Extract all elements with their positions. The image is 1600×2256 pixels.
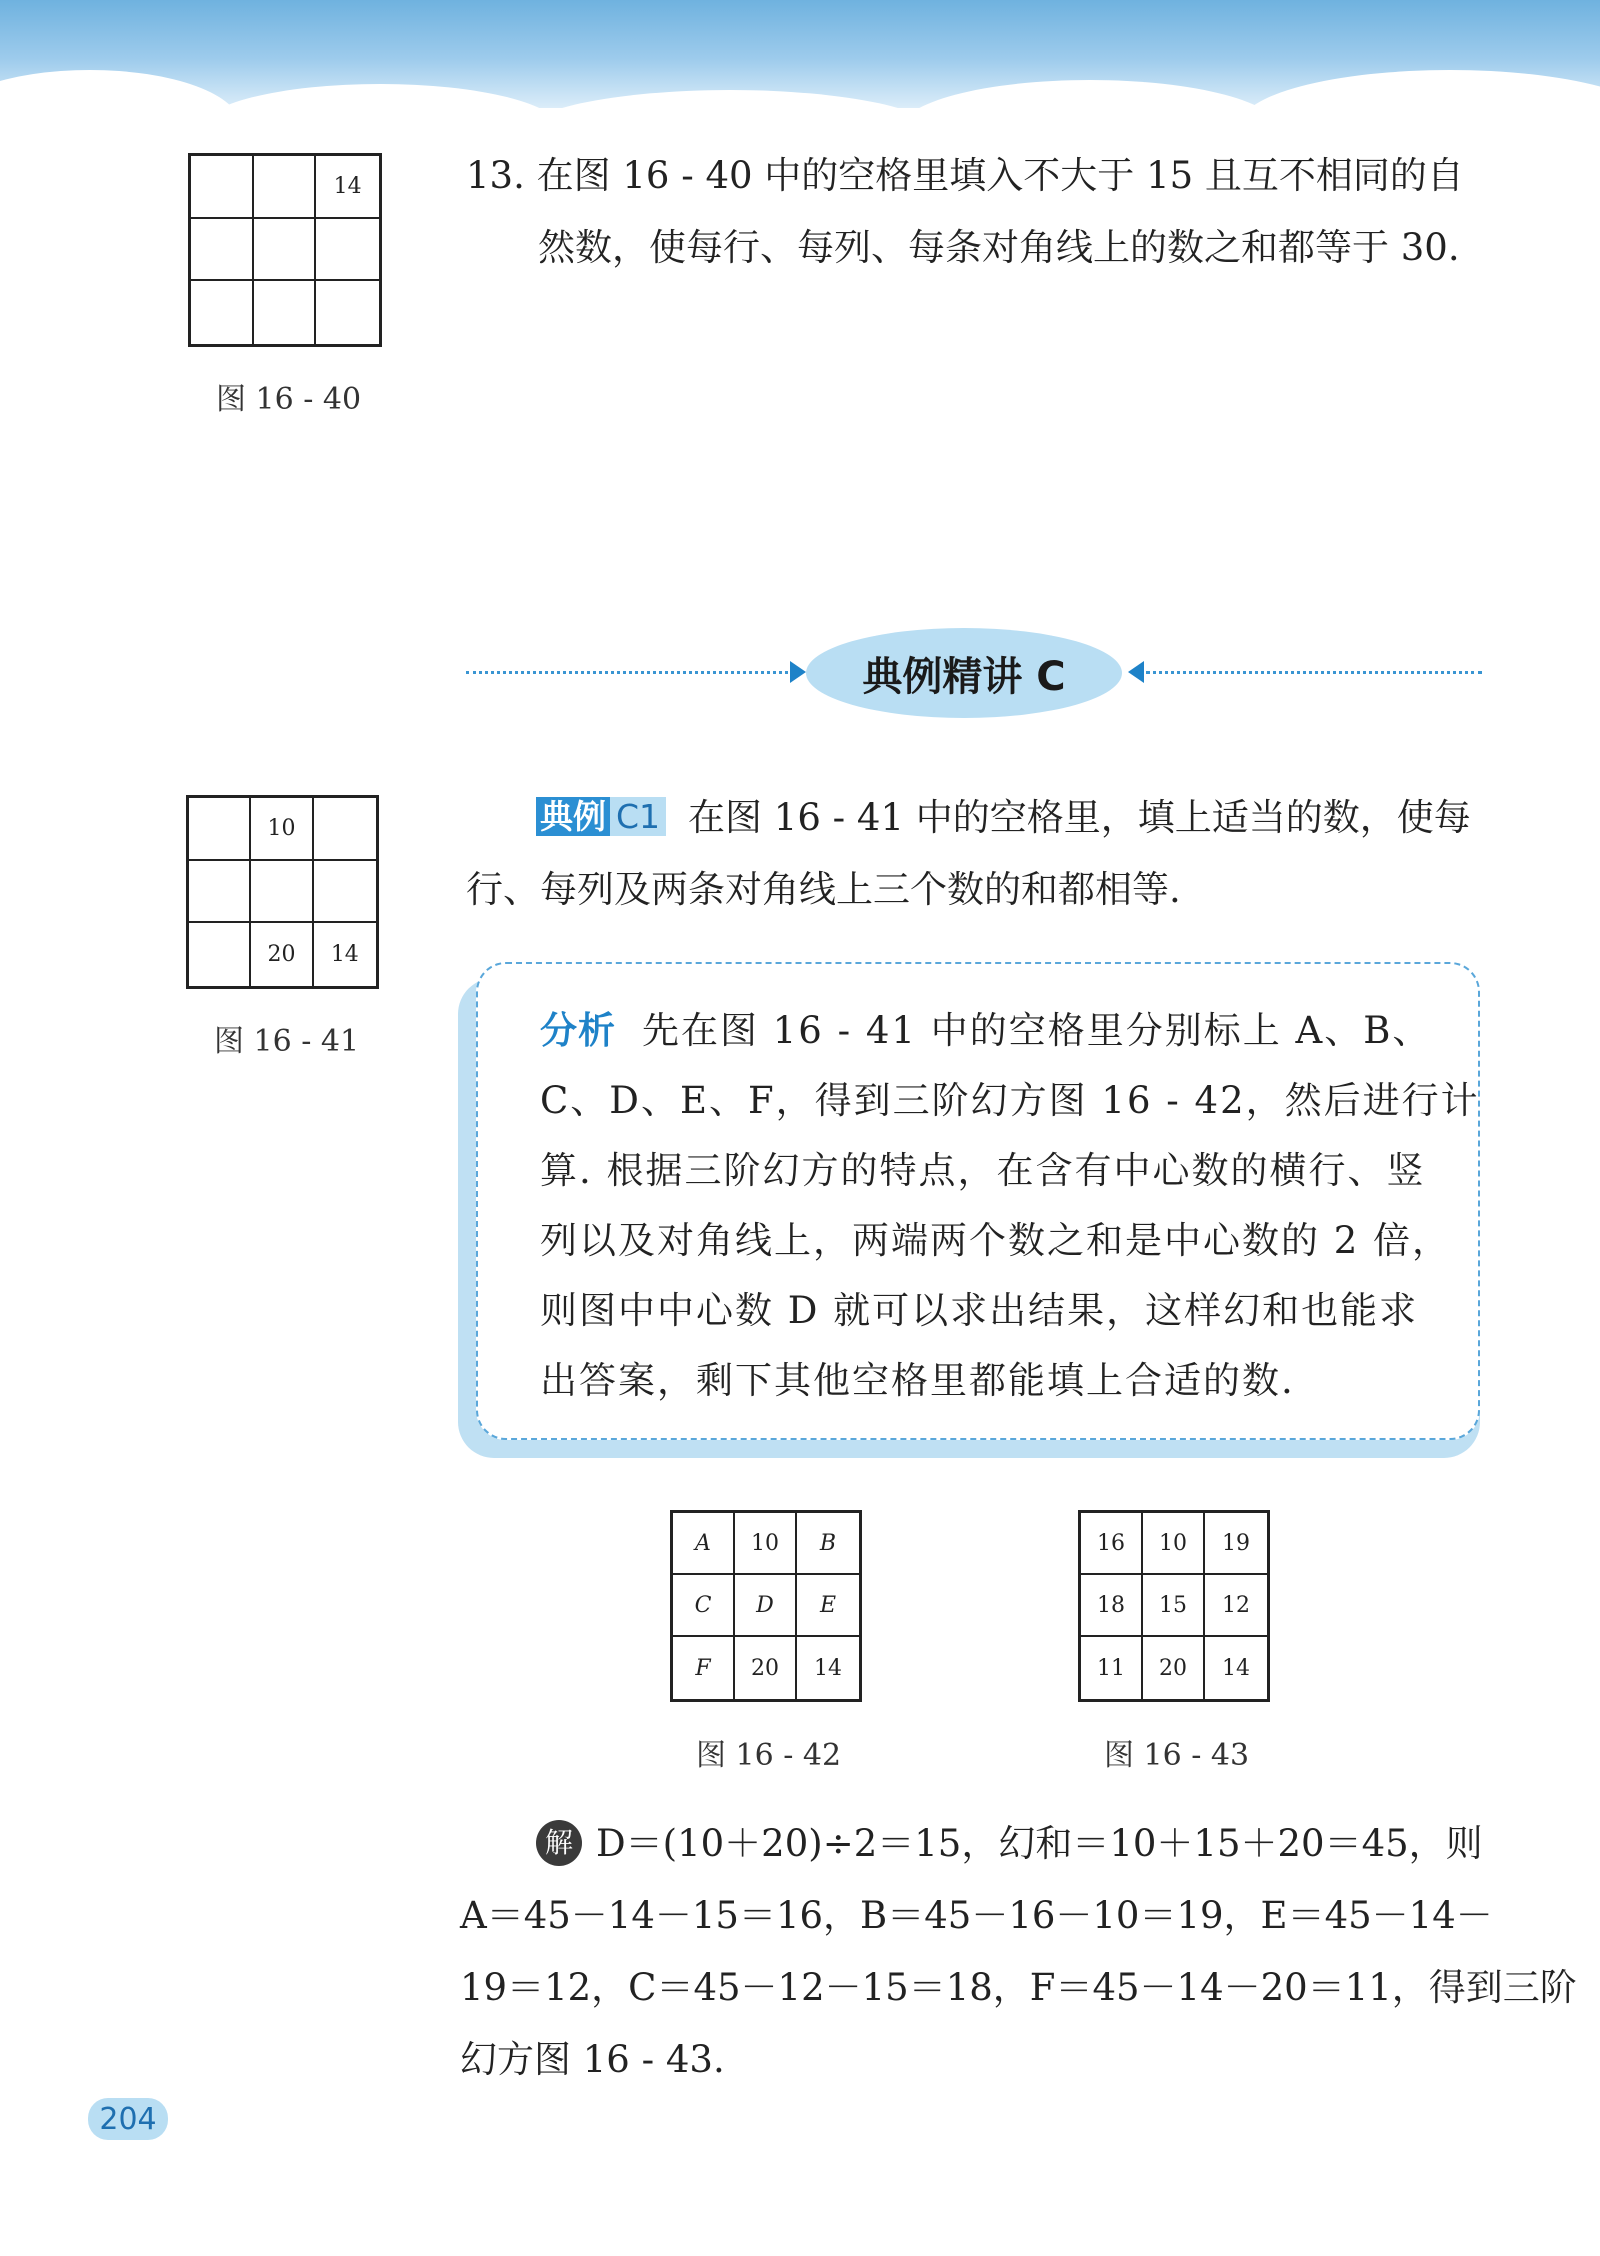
- grid-cell: B: [797, 1513, 859, 1575]
- grid-cell: 12: [1205, 1575, 1267, 1637]
- grid-cell: 20: [251, 923, 313, 986]
- figure-caption: 图 16 - 43: [1104, 1738, 1250, 1773]
- grid-cell: 20: [735, 1637, 797, 1699]
- grid-cell: [316, 219, 379, 282]
- grid-cell: 14: [1222, 1655, 1250, 1681]
- grid-cell: [189, 861, 251, 924]
- solution-line-3: 19＝12，C＝45－12－15＝18，F＝45－14－20＝11，得到三阶: [460, 1966, 1577, 2009]
- example-tag-label: 典例: [536, 797, 610, 836]
- grid-cell: 10: [1143, 1513, 1205, 1575]
- solution-line-4: 幻方图 16 - 43.: [460, 2038, 725, 2081]
- grid-cell: D: [735, 1575, 797, 1637]
- example-tag-number: C1: [610, 797, 666, 836]
- grid-cell: [251, 861, 313, 924]
- magic-square-fig-16-43: [1078, 1510, 1270, 1702]
- grid-cell: [254, 156, 317, 219]
- solution-line-2: A＝45－14－15＝16，B＝45－16－10＝19，E＝45－14－: [460, 1894, 1493, 1937]
- magic-square-fig-16-40: [188, 153, 382, 347]
- problem-13-line-1: 13. 在图 16 - 40 中的空格里填入不大于 15 且互不相同的自: [466, 154, 1464, 197]
- example-c1-line-1: [536, 782, 1471, 854]
- grid-cell: 10: [735, 1513, 797, 1575]
- analysis-line-1: [540, 996, 1431, 1066]
- grid-cell: 19: [1205, 1513, 1267, 1575]
- grid-cell: 14: [316, 156, 379, 219]
- grid-cell: [191, 156, 254, 219]
- heading-dotted-line-right: [1146, 671, 1482, 674]
- grid-cell: [189, 923, 251, 986]
- solution-line-1: [536, 1808, 1483, 1880]
- analysis-line-3: 算. 根据三阶幻方的特点，在含有中心数的横行、竖: [540, 1149, 1426, 1192]
- solution-icon: 解: [536, 1820, 582, 1866]
- grid-cell: 10: [251, 798, 313, 861]
- grid-cell: [314, 798, 376, 861]
- example-c1-line-2: 行、每列及两条对角线上三个数的和都相等.: [466, 868, 1181, 911]
- grid-cell: [316, 281, 379, 344]
- grid-cell: [254, 219, 317, 282]
- grid-cell: 15: [1143, 1575, 1205, 1637]
- heading-dotted-line-left: [466, 671, 788, 674]
- figure-caption: 图 16 - 42: [696, 1738, 842, 1773]
- analysis-label: 分析: [540, 1009, 616, 1052]
- grid-cell: 11: [1081, 1637, 1143, 1699]
- figure-caption: 图 16 - 40: [216, 382, 362, 417]
- grid-cell: 18: [1081, 1575, 1143, 1637]
- example-tag: [536, 795, 666, 839]
- grid-cell: [191, 219, 254, 282]
- grid-cell: 20: [1143, 1637, 1205, 1699]
- analysis-line-6: 出答案，剩下其他空格里都能填上合适的数.: [540, 1359, 1295, 1402]
- grid-cell: 14: [814, 1655, 842, 1681]
- grid-cell: [191, 281, 254, 344]
- magic-square-fig-16-42: [670, 1510, 862, 1702]
- problem-13-line-2: 然数，使每行、每列、每条对角线上的数之和都等于 30.: [538, 226, 1460, 269]
- example-text: 在图 16 - 41 中的空格里，填上适当的数，使每: [688, 796, 1471, 839]
- grid-cell: [314, 861, 376, 924]
- grid-cell: [189, 798, 251, 861]
- arrow-left-icon: [1128, 661, 1144, 683]
- section-heading-text: 典例精讲 C: [862, 653, 1066, 700]
- solution-text: D＝(10＋20)÷2＝15，幻和＝10＋15＋20＝45，则: [596, 1822, 1483, 1865]
- grid-cell: E: [797, 1575, 859, 1637]
- grid-cell: 16: [1081, 1513, 1143, 1575]
- analysis-line-5: 则图中中心数 D 就可以求出结果，这样幻和也能求: [540, 1289, 1419, 1332]
- figure-caption: 图 16 - 41: [214, 1024, 360, 1059]
- grid-cell: C: [673, 1575, 735, 1637]
- grid-cell: [254, 281, 317, 344]
- section-heading: [806, 628, 1122, 718]
- analysis-line-4: 列以及对角线上，两端两个数之和是中心数的 2 倍，: [540, 1219, 1452, 1262]
- grid-cell: F: [673, 1637, 735, 1699]
- grid-cell: A: [673, 1513, 735, 1575]
- magic-square-fig-16-41: [186, 795, 379, 989]
- arrow-right-icon: [790, 661, 806, 683]
- grid-cell: 14: [330, 942, 359, 968]
- page-number: 204: [88, 2098, 168, 2140]
- analysis-text: 先在图 16 - 41 中的空格里分别标上 A、B、: [642, 1009, 1432, 1052]
- analysis-line-2: C、D、E、F，得到三阶幻方图 16 - 42，然后进行计: [540, 1079, 1480, 1122]
